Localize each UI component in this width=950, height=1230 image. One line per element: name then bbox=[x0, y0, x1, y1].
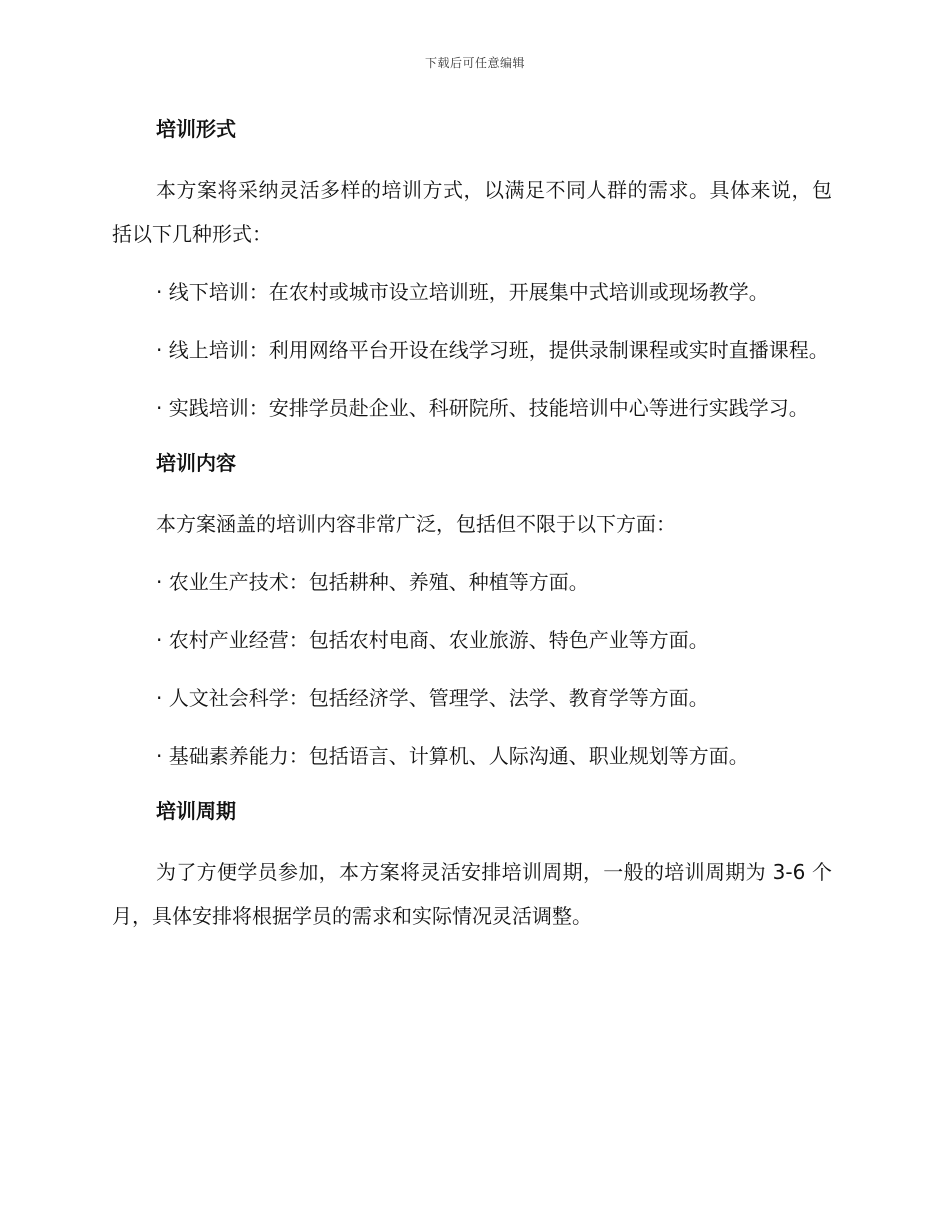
list-item: · 农村产业经营：包括农村电商、农业旅游、特色产业等方面。 bbox=[156, 628, 709, 652]
list-item: · 线下培训：在农村或城市设立培训班，开展集中式培训或现场教学。 bbox=[156, 280, 769, 304]
section-heading-content: 培训内容 bbox=[156, 451, 236, 475]
list-item: · 实践培训：安排学员赴企业、科研院所、技能培训中心等进行实践学习。 bbox=[156, 396, 809, 420]
section-heading-cycle: 培训周期 bbox=[156, 799, 236, 823]
list-item: · 人文社会科学：包括经济学、管理学、法学、教育学等方面。 bbox=[156, 686, 709, 710]
list-item: · 基础素养能力：包括语言、计算机、人际沟通、职业规划等方面。 bbox=[156, 744, 749, 768]
list-item: · 线上培训：利用网络平台开设在线学习班，提供录制课程或实时直播课程。 bbox=[156, 338, 829, 362]
section-intro-content: 本方案涵盖的培训内容非常广泛，包括但不限于以下方面： bbox=[156, 512, 676, 536]
list-item: · 农业生产技术：包括耕种、养殖、种植等方面。 bbox=[156, 570, 589, 594]
document-body bbox=[112, 110, 832, 952]
page-header: 下载后可任意编辑 bbox=[424, 56, 525, 70]
section-intro-format: 本方案将采纳灵活多样的培训方式，以满足不同人群的需求。具体来说，包括以下几种形式： bbox=[112, 178, 832, 246]
section-intro-cycle: 为了方便学员参加，本方案将灵活安排培训周期，一般的培训周期为 3-6 个月，具体安排将根据学员的需求和实际情况灵活调整。 bbox=[112, 860, 832, 928]
section-heading-format: 培训形式 bbox=[156, 117, 236, 141]
